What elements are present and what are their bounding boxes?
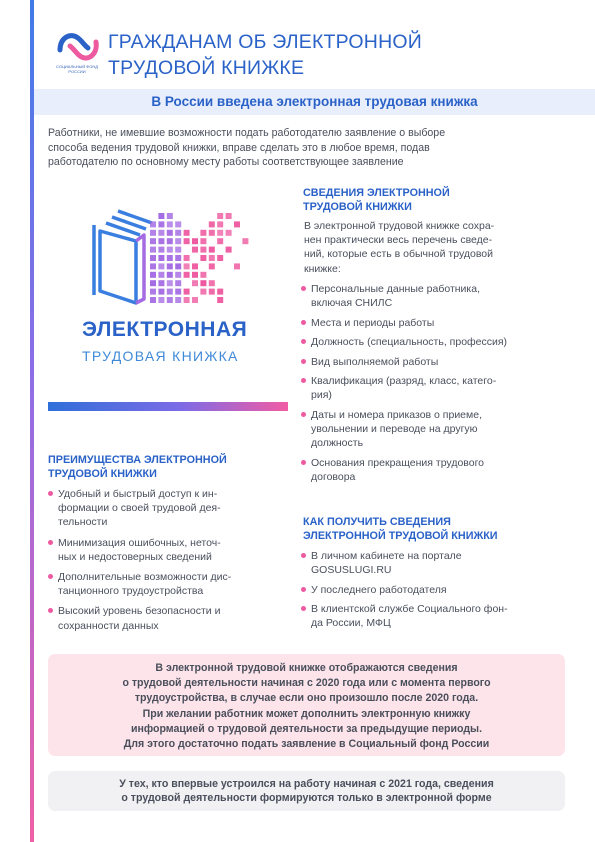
advantages-item-line: Дополнительные возможности дис- — [58, 571, 232, 584]
advantages-item — [48, 604, 288, 632]
info-heading-line-2: ТРУДОВОЙ КНИЖКИ — [303, 201, 412, 213]
page-title-line-1: ГРАЖДАНАМ ОБ ЭЛЕКТРОННОЙ — [108, 31, 422, 53]
info-item — [301, 456, 571, 484]
subtitle-text: В России введена электронная трудовая книжка — [151, 94, 478, 109]
advantages-item-line: Минимизация ошибочных, неточ- — [58, 536, 221, 549]
get-heading-line-1: КАК ПОЛУЧИТЬ СВЕДЕНИЯ — [303, 516, 451, 528]
info-item-line: включая СНИЛС — [311, 297, 393, 310]
info-item — [301, 355, 571, 369]
advantages-list — [48, 487, 288, 633]
info-item-line: Персональные данные работника, — [311, 283, 480, 295]
info-item — [301, 335, 571, 349]
notice-2021-text — [58, 777, 555, 805]
intro-line: работодателю по основному месту работы соответствующее заявление — [48, 156, 404, 168]
advantages-item-line: Высокий уровень безопасности и — [58, 605, 221, 618]
info-item-line: Основания прекращения трудового — [311, 456, 485, 469]
advantages-item — [48, 536, 288, 564]
get-item-line: У последнего работодателя — [311, 583, 447, 596]
notice-line: информацией о трудовой деятельности за предыдущие периоды. — [130, 722, 483, 735]
electronic-book-illustration — [48, 195, 288, 395]
info-heading — [303, 186, 450, 214]
get-item-line: GOSUSLUGI.RU — [311, 564, 392, 577]
info-list — [301, 282, 571, 484]
advantages-item — [48, 570, 288, 598]
info-paragraph-line: ний, которые есть в обычной трудовой — [304, 248, 493, 261]
header — [54, 26, 574, 86]
advantages-item — [48, 487, 288, 530]
info-paragraph-line: нен практически весь перечень сведе- — [304, 234, 493, 247]
info-paragraph-line: В электронной трудовой книжке сохра- — [304, 220, 495, 232]
advantages-heading — [48, 453, 227, 481]
info-item-line: Квалификация (разряд, класс, катего- — [311, 375, 497, 388]
info-item-line: должность — [311, 437, 364, 450]
page-title-line-2: ТРУДОВОЙ КНИЖКЕ — [108, 57, 305, 79]
notice-2021-line: У тех, кто впервые устроился на работу начиная с 2021 года, сведения — [119, 778, 494, 790]
info-item-line: договора — [311, 471, 356, 484]
notice-box-2021 — [48, 771, 565, 811]
notice-2021-line: о трудовой деятельности формируются только в электронной форме — [121, 792, 492, 805]
get-item-line: да России, МФЦ — [311, 617, 391, 630]
advantages-item-line: формации о своей трудовой дея- — [58, 502, 221, 515]
advantages-item-line: Удобный и быстрый доступ к ин- — [58, 488, 218, 500]
page-title — [108, 29, 422, 81]
info-paragraph — [304, 219, 569, 276]
advantages-item-line: тельности — [58, 516, 108, 529]
info-item-line: увольнении и переводе на другую — [311, 423, 478, 436]
notice-text — [58, 661, 555, 752]
pixel-grid-icon — [150, 213, 248, 303]
get-item — [301, 583, 571, 597]
info-item — [301, 374, 571, 402]
info-item-line: рия) — [311, 389, 332, 402]
get-item — [301, 549, 571, 577]
book-icon — [94, 211, 152, 303]
advantages-item-line: сохранности данных — [58, 619, 159, 632]
advantages-item-line: танционного трудоустройства — [58, 585, 204, 598]
get-list — [301, 549, 571, 631]
notice-line: Для этого достаточно подать заявление в Социальный фонд России — [123, 738, 490, 751]
info-item — [301, 282, 571, 310]
get-heading-line-2: ЭЛЕКТРОННОЙ ТРУДОВОЙ КНИЖКИ — [303, 530, 498, 542]
info-item-line: Вид выполняемой работы — [311, 355, 439, 368]
intro-paragraph — [48, 126, 568, 170]
get-heading — [303, 515, 498, 543]
info-item — [301, 316, 571, 330]
side-gradient-stripe — [30, 0, 34, 842]
info-item-line: Даты и номера приказов о приеме, — [311, 408, 482, 421]
get-item-line: В личном кабинете на портале — [311, 550, 462, 562]
advantages-heading-line-2: ТРУДОВОЙ КНИЖКИ — [48, 468, 157, 480]
subtitle-banner — [34, 89, 595, 115]
illustration-subtitle: ТРУДОВАЯ КНИЖКА — [82, 348, 239, 364]
notice-line: о трудовой деятельности начиная с 2020 года или с момента первого — [122, 677, 491, 690]
info-item-line: Места и периоды работы — [311, 316, 435, 329]
notice-line: В электронной трудовой книжке отображаются сведения — [155, 662, 458, 674]
info-paragraph-line: книжке: — [304, 262, 341, 275]
advantages-item-line: ных и недостоверных сведений — [58, 550, 212, 563]
illustration-title: ЭЛЕКТРОННАЯ — [82, 318, 248, 341]
advantages-heading-line-1: ПРЕИМУЩЕСТВА ЭЛЕКТРОННОЙ — [48, 454, 227, 466]
info-item — [301, 408, 571, 451]
get-item-line: В клиентской службе Социального фон- — [311, 603, 508, 616]
info-heading-line-1: СВЕДЕНИЯ ЭЛЕКТРОННОЙ — [303, 187, 450, 199]
intro-line: Работники, не имевшие возможности подать работодателю заявление о выборе — [48, 127, 446, 139]
notice-box — [48, 654, 565, 756]
get-item — [301, 602, 571, 630]
gradient-divider — [48, 402, 288, 411]
notice-line: При желании работник может дополнить электронную книжку — [142, 707, 471, 720]
info-item-line: Должность (специальность, профессия) — [311, 336, 508, 349]
intro-line: способа ведения трудовой книжки, вправе сделать это в любое время, подав — [48, 141, 430, 154]
notice-line: трудоустройства, в случае если оно произошло после 2020 года. — [134, 692, 479, 705]
logo-caption: СОЦИАЛЬНЫЙ ФОНД РОССИИ — [56, 64, 98, 74]
